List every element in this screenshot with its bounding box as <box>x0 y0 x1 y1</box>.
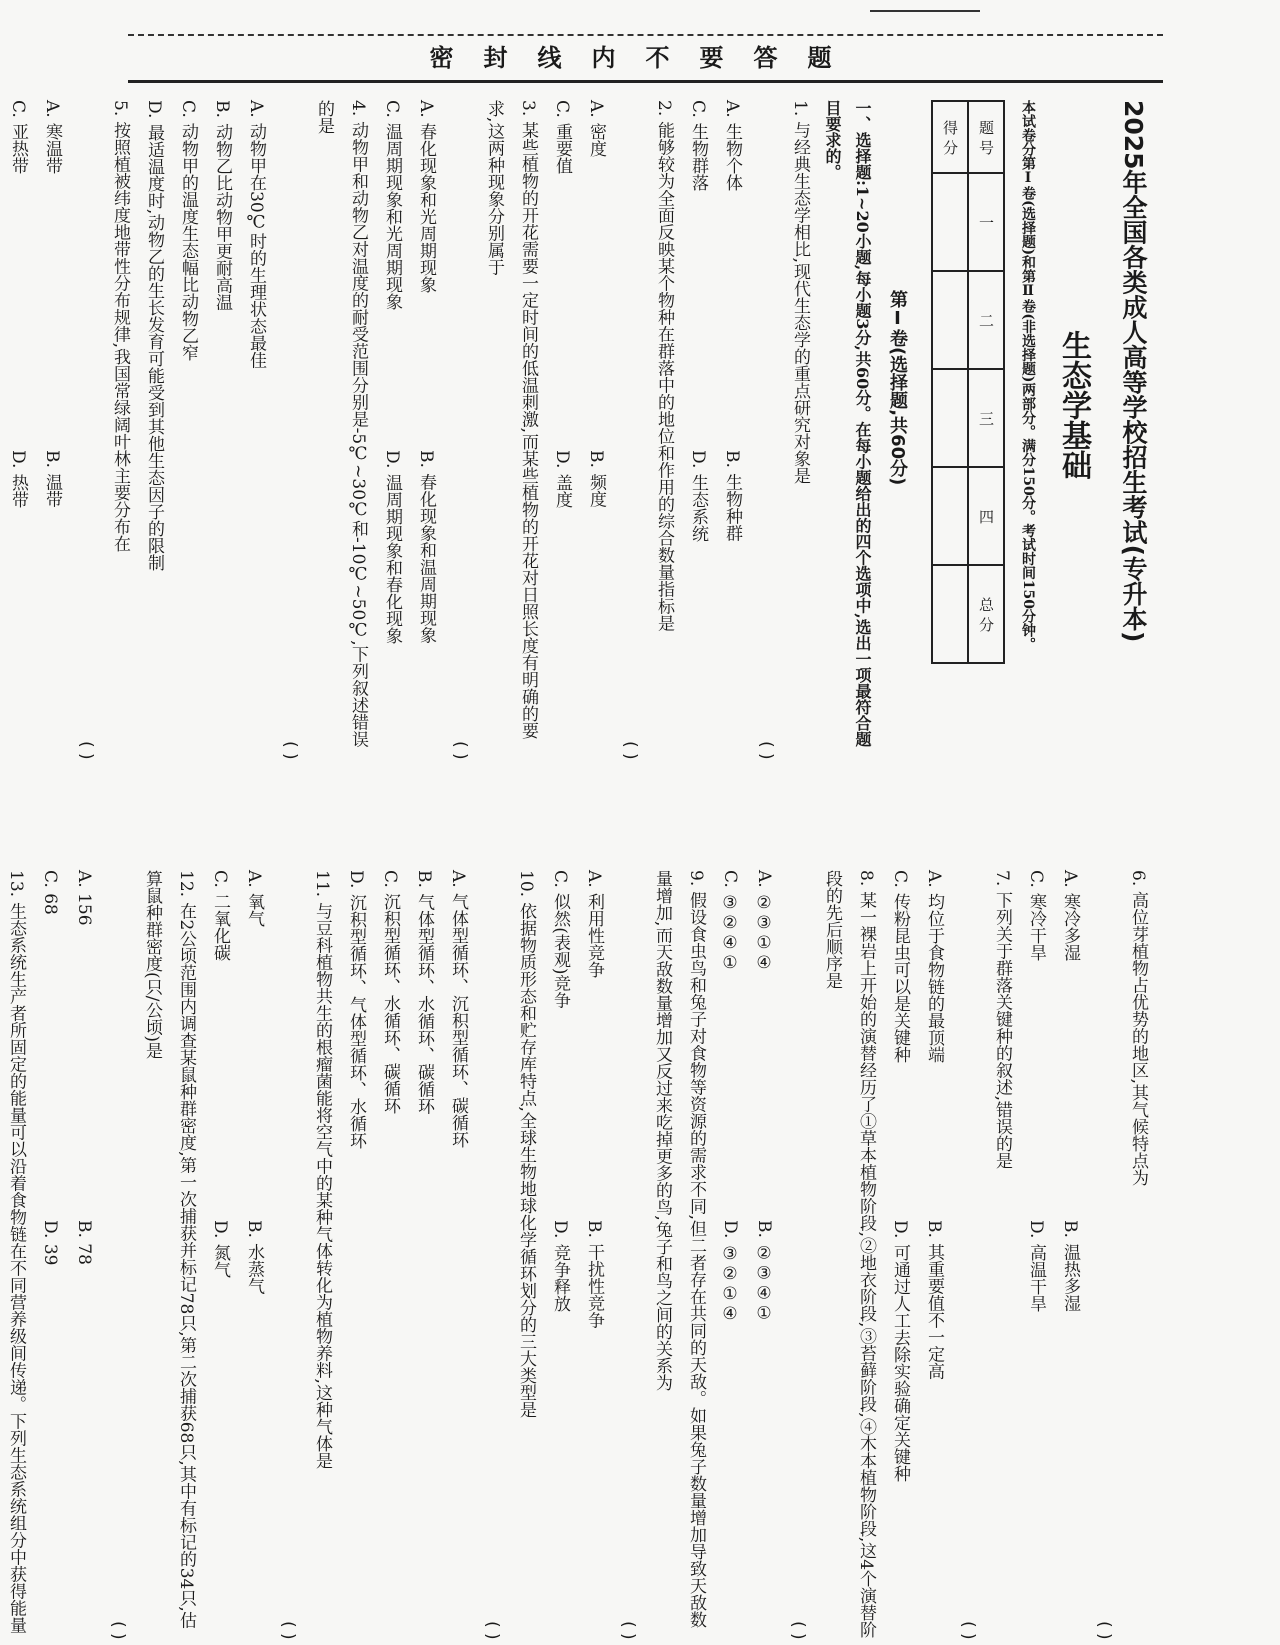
answer-parentheses[interactable]: ( ) <box>482 1621 502 1640</box>
answer-option[interactable]: D. 最适温度时,动物乙的生长发育可能受到其他生态因子的限制 <box>144 100 164 572</box>
option-row <box>577 870 611 1640</box>
answer-parentheses[interactable]: ( ) <box>756 741 776 760</box>
question-item <box>681 100 817 760</box>
section-title: 第Ⅰ卷(选择题,共60分) <box>887 290 908 486</box>
option-row <box>713 870 747 1640</box>
answer-parentheses[interactable]: ( ) <box>450 741 470 760</box>
option-row <box>1053 870 1087 1640</box>
option-row <box>409 100 443 760</box>
answer-option[interactable]: A. 气体型循环、沉积型循环、碳循环 <box>448 870 468 1149</box>
answer-parentheses[interactable]: ( ) <box>618 1621 638 1640</box>
exam-page-2 <box>6 870 1155 1640</box>
answer-option[interactable]: D. 温周期现象和春化现象 <box>382 450 402 644</box>
question-stem: 7. 下列关于群落关键种的叙述,错误的是 <box>992 870 1012 1170</box>
answer-option[interactable]: C. 68 <box>40 870 60 915</box>
score-col-2: 二 <box>968 271 1004 369</box>
option-row <box>35 100 69 760</box>
answer-option[interactable]: A. 利用性竞争 <box>584 870 604 979</box>
question-stem: 5. 按照植被纬度地带性分布规律,我国常绿阔叶林主要分布在 <box>110 100 130 553</box>
score-table-header-row <box>968 101 1004 663</box>
answer-option[interactable]: A. 寒冷多湿 <box>1060 870 1080 962</box>
question-stem: 1. 与经典生态学相比,现代生态学的重点研究对象是 <box>790 100 810 485</box>
answer-option[interactable]: A. 春化现象和光周期现象 <box>416 100 436 294</box>
answer-parentheses[interactable]: ( ) <box>1094 1621 1114 1640</box>
question-stem: 10. 依据物质形态和贮存库特点,全球生物地球化学循环划分的三大类型是 <box>516 870 536 1418</box>
question-stem: 8. 某一裸岩上开始的演替经历了①草本植物阶段,②地衣阶段,③苔藓阶段,④木本植物阶段,这4个演替阶段的先后顺序是 <box>822 870 876 1639</box>
question-item <box>339 870 543 1640</box>
exam-instructions: 本试卷分第Ⅰ卷(选择题)和第Ⅱ卷(非选择题)两部分。满分150分。考试时间150分钟。 <box>1020 100 1036 651</box>
question-item <box>33 870 203 1640</box>
score-cell[interactable] <box>932 467 968 565</box>
answer-parentheses[interactable]: ( ) <box>76 741 96 760</box>
answer-option[interactable]: B. 气体型循环、水循环、碳循环 <box>414 870 434 1115</box>
answer-option[interactable]: C. 沉积型循环、水循环、碳循环 <box>380 870 400 1115</box>
answer-option[interactable]: D. 氮气 <box>210 1220 230 1278</box>
seal-dashed-line <box>128 34 1163 36</box>
question-item <box>713 870 883 1640</box>
answer-option[interactable]: B. 其重要值不一定高 <box>924 1220 944 1380</box>
question-list <box>1 100 817 760</box>
answer-option[interactable]: A. 寒温带 <box>42 100 62 175</box>
score-col-3: 三 <box>968 369 1004 467</box>
option-row <box>203 870 237 1640</box>
option-row <box>33 870 67 1640</box>
option-row <box>917 870 951 1640</box>
option-row <box>747 870 781 1640</box>
option-row <box>545 100 579 760</box>
answer-option[interactable]: D. 沉积型循环、气体型循环、水循环 <box>346 870 366 1149</box>
option-row <box>137 100 171 760</box>
answer-option[interactable]: C. 温周期现象和光周期现象 <box>382 100 402 311</box>
answer-option[interactable]: B. 频度 <box>586 450 606 508</box>
score-table <box>931 100 1005 664</box>
option-row <box>1 100 35 760</box>
option-row <box>715 100 749 760</box>
option-row <box>543 870 577 1640</box>
answer-option[interactable]: D. 可通过人工去除实验确定关键种 <box>890 1220 910 1482</box>
question-item <box>1 100 137 760</box>
question-list <box>0 870 1155 1640</box>
subject-title: 生态学基础 <box>1056 330 1091 480</box>
question-item <box>1019 870 1155 1640</box>
answer-option[interactable]: C. 似然(表观)竞争 <box>550 870 570 1009</box>
question-stem: 6. 高位芽植物占优势的地区,其气候特点为 <box>1128 870 1148 1187</box>
answer-option[interactable]: C. 传粉昆虫可以是关键种 <box>890 870 910 1064</box>
answer-option[interactable]: B. 春化现象和温周期现象 <box>416 450 436 644</box>
answer-option[interactable]: B. 干扰性竞争 <box>584 1220 604 1329</box>
score-cell[interactable] <box>932 369 968 467</box>
answer-option[interactable]: D. 竞争释放 <box>550 1220 570 1312</box>
answer-option[interactable]: B. 温带 <box>42 450 62 508</box>
question-item <box>883 870 1019 1640</box>
answer-option[interactable]: A. 氧气 <box>244 870 264 928</box>
answer-option[interactable]: C. 生物群落 <box>688 100 708 192</box>
option-row <box>239 100 273 760</box>
question-stem: 4. 动物甲和动物乙对温度的耐受范围分别是-5℃~30℃和-10℃~50℃,下列叙述错误的是 <box>314 100 368 748</box>
answer-option[interactable]: C. 动物甲的温度生态幅比动物乙窄 <box>178 100 198 362</box>
question-stem: 11. 与豆科植物共生的根瘤菌能将空气中的某种气体转化为植物养料,这种气体是 <box>312 870 332 1469</box>
question-item <box>545 100 681 760</box>
answer-option[interactable]: D. ③②①④ <box>720 1220 740 1324</box>
question-item <box>375 100 545 760</box>
answer-option[interactable]: C. ③②④① <box>720 870 740 974</box>
answer-option[interactable]: A. 156 <box>74 870 94 926</box>
question-stem: 13. 生态系统生产者所固定的能量可以沿着食物链在不同营养级间传递。下列生态系统组分中获得能量 <box>6 870 26 1634</box>
option-row <box>883 870 917 1640</box>
question-stem: 3. 某些植物的开花需要一定时间的低温刺激,而某些植物的开花对日照长度有明确的要求,这两种现象分别属于 <box>484 100 538 740</box>
answer-option[interactable]: C. 二氧化碳 <box>210 870 230 962</box>
option-row <box>407 870 441 1640</box>
question-stem: 9. 假设食虫鸟和兔子对食物等资源的需求不同,但二者存在共同的天敌。如果兔子数量增加导致天敌数量增加,而天敌数量增加又反过来吃掉更多的鸟,兔子和鸟之间的关系为 <box>652 870 706 1629</box>
option-row <box>373 870 407 1640</box>
answer-option[interactable]: B. 生物种群 <box>722 450 742 542</box>
answer-parentheses[interactable]: ( ) <box>788 1621 808 1640</box>
score-table-label-score: 得 分 <box>932 101 968 173</box>
answer-option[interactable]: B. 78 <box>74 1220 94 1265</box>
answer-parentheses[interactable]: ( ) <box>958 1621 978 1640</box>
answer-option[interactable]: A. 生物个体 <box>722 100 742 192</box>
answer-option[interactable]: A. ②③①④ <box>754 870 774 974</box>
question-item <box>137 100 375 760</box>
answer-option[interactable]: B. 温热多湿 <box>1060 1220 1080 1312</box>
question-stem: 12. 在2公顷范围内调查某鼠种群密度,第一次捕获并标记78只,第二次捕获68只,其中有标记的34只,估算鼠种群密度(只/公顷)是 <box>142 870 196 1629</box>
answer-option[interactable]: C. 亚热带 <box>8 100 28 175</box>
answer-option[interactable]: B. 动物乙比动物甲更耐高温 <box>212 100 232 311</box>
score-col-total: 总 分 <box>968 565 1004 663</box>
option-row <box>579 100 613 760</box>
option-row <box>67 870 101 1640</box>
score-cell[interactable] <box>932 173 968 271</box>
top-rule <box>870 10 980 12</box>
question-stem: 2. 能够较为全面反映某个物种在群落中的地位和作用的综合数量指标是 <box>654 100 674 632</box>
score-cell[interactable] <box>932 271 968 369</box>
answer-option[interactable]: D. 生态系统 <box>688 450 708 542</box>
question-item <box>203 870 339 1640</box>
answer-option[interactable]: D. 39 <box>40 1220 60 1266</box>
question-item <box>543 870 713 1640</box>
score-col-1: 一 <box>968 173 1004 271</box>
answer-option[interactable]: B. 水蒸气 <box>244 1220 264 1295</box>
option-row <box>171 100 205 760</box>
answer-option[interactable]: D. 高温干旱 <box>1026 1220 1046 1312</box>
answer-option[interactable]: B. ②③④① <box>754 1220 774 1324</box>
answer-option[interactable]: C. 重要值 <box>552 100 572 175</box>
option-row <box>1019 870 1053 1640</box>
section-intro: 一、选择题:1~20小题,每小题3分,共60分。在每小题给出的四个选项中,选出一项最符合题目要求的。 <box>823 100 872 747</box>
score-table-label-number: 题 号 <box>968 101 1004 173</box>
option-row <box>205 100 239 760</box>
answer-parentheses[interactable]: ( ) <box>280 741 300 760</box>
score-table-score-row <box>932 101 968 663</box>
answer-option[interactable]: A. 均位于食物链的最顶端 <box>924 870 944 1064</box>
option-row <box>237 870 271 1640</box>
option-row <box>375 100 409 760</box>
exam-title: 2025年全国各类成人高等学校招生考试(专升本) <box>1119 100 1148 643</box>
answer-parentheses[interactable]: ( ) <box>620 741 640 760</box>
score-col-4: 四 <box>968 467 1004 565</box>
answer-option[interactable]: A. 密度 <box>586 100 606 158</box>
answer-parentheses[interactable]: ( ) <box>108 1621 128 1640</box>
seal-line-text: 密封线内不要答题 <box>429 44 862 72</box>
option-row <box>441 870 475 1640</box>
option-row <box>681 100 715 760</box>
exam-page-1 <box>8 100 1155 760</box>
answer-option[interactable]: C. 寒冷干旱 <box>1026 870 1046 962</box>
answer-option[interactable]: A. 动物甲在30℃时的生理状态最佳 <box>246 100 266 369</box>
score-cell[interactable] <box>932 565 968 663</box>
answer-parentheses[interactable]: ( ) <box>278 1621 298 1640</box>
option-row <box>339 870 373 1640</box>
answer-option[interactable]: D. 盖度 <box>552 450 572 508</box>
seal-solid-line <box>128 80 1163 83</box>
answer-option[interactable]: D. 热带 <box>8 450 28 508</box>
question-item <box>0 870 33 1640</box>
